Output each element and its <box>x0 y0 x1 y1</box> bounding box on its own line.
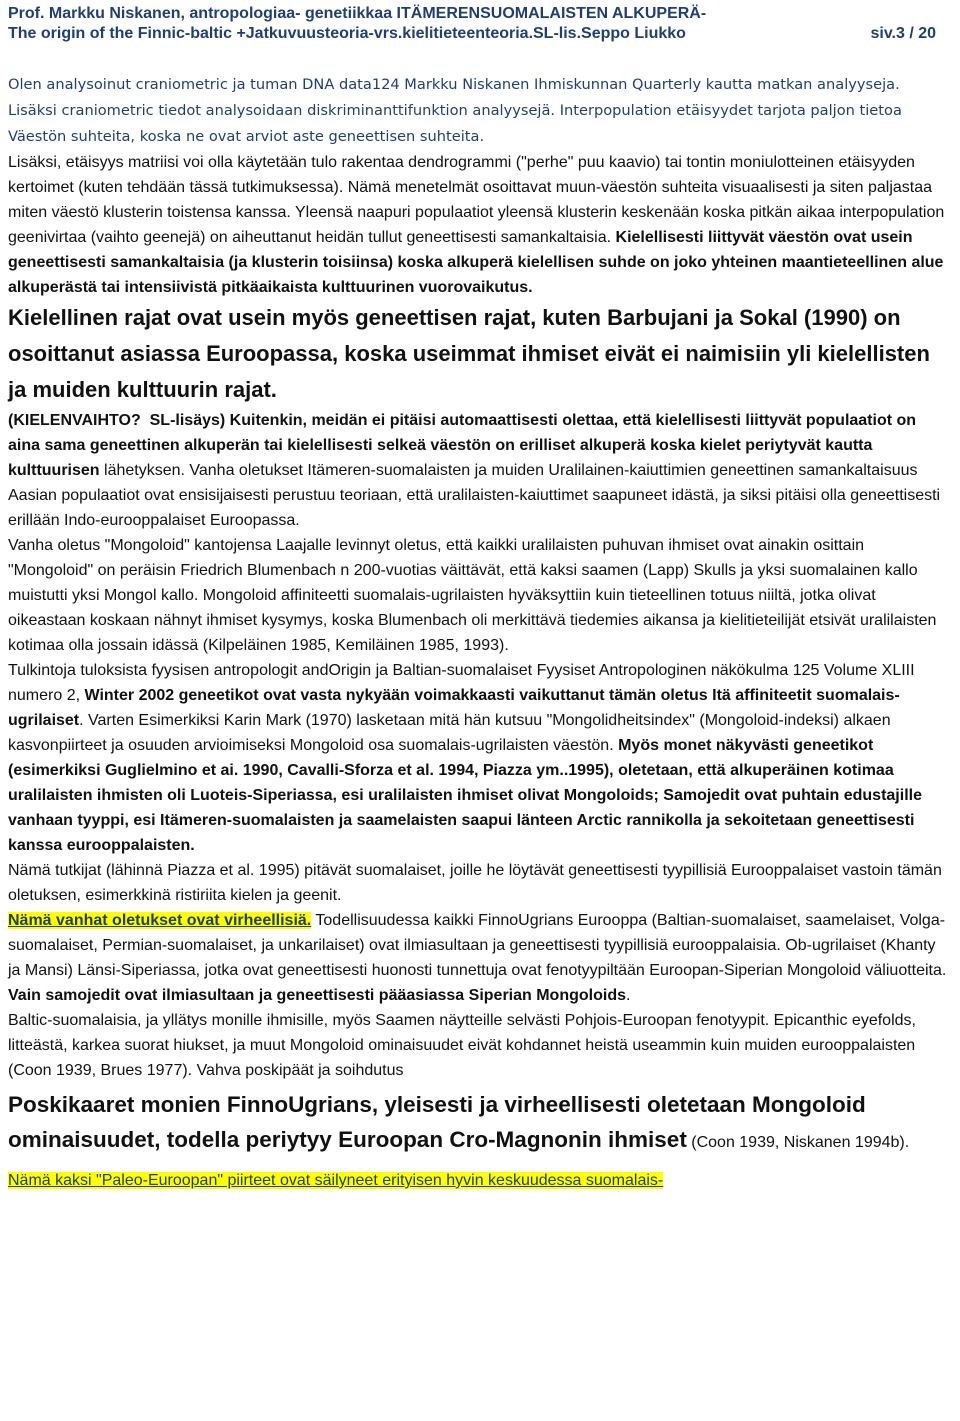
para3-bold-1: (KIELENVAIHTO? SL-lisäys) Kuitenkin, meidän ei pitäisi automaattisesti olettaa, että kielellisesti liittyvät populaatiot on aina sama geneettinen alkuperän tai kielellisesti selkeä väestön on erilliset alkuperä koska kielet periytyvät kautta kulttuurisen <box>8 412 921 479</box>
intro-paragraph <box>8 72 952 150</box>
para3-bold-2: Winter 2002 geneetikot ovat vasta nykyään voimakkaasti vaikuttanut tämän oletus Itä affiniteetit suomalais-ugrilaiset <box>8 687 900 729</box>
para3-bold-3: Myös monet näkyvästi geneetikot (esimerkiksi Guglielmino et ai. 1990, Cavalli-Sforza et al. 1994, Piazza ym..1995), oletetaan, että alkuperäinen kotimaa uralilaisten ihmisten oli Luoteis-Siperiassa, esi uralilaisten ihmiset olivat Mongoloids; Samojedit ovat puhtain edustajille vanhaan tyyppi, esi Itämeren-suomalaisten ja saamelaisten saapui länteen Arctic rannikolla ja sekoitetaan geneettisesti kanssa eurooppalaisten. <box>8 737 922 854</box>
intro-text-2: Lisäksi craniometric tiedot analysoidaan diskriminanttifunktion analyysejä. <box>8 102 560 119</box>
para2-text: Lisäksi, etäisyys matriisi voi olla käytetään tulo rakentaa dendrogrammi ("perhe" puu kaavio) tai tontin moniulotteinen etäisyyden kertoimet (kuten tehdään tässä tutkimuksessa). Nämä menetelmät osoittavat muun-väestön suhteita visuaalisesti ja siten paljastaa miten väestö klusterin toistensa kanssa. Yleensä naapuri populaatiot yleensä klusterin keskenään koska pitkän aikaa interpopulation geenivirtaa (vaihto geenejä) on aiheuttanut heidän tullut geneettisesti samankaltaisia. <box>8 154 949 246</box>
highlight-2: Nämä kaksi "Paleo-Euroopan" piirteet ovat säilyneet erityisen hyvin keskuudessa suomalais- <box>8 1172 664 1189</box>
intro-text-1: Olen analysoinut craniometric ja tuman DNA data124 Markku Niskanen Ihmiskunnan Quarterly kautta matkan analyyseja. <box>8 76 905 93</box>
highlight-1: Nämä vanhat oletukset ovat virheellisiä. <box>8 912 312 929</box>
para3-bold-4: Vain samojedit ovat ilmiasultaan ja geneettisesti pääasiassa Siperian Mongoloids <box>8 987 626 1004</box>
headline2-citation: (Coon 1939, Niskanen 1994b). <box>686 1134 914 1151</box>
intro-text-3: Interpopulation etäisyydet tarjota paljon tietoa Väestön suhteita, koska ne ovat arviot aste geneettisen suhteita. <box>8 102 907 145</box>
headline-1: Kielellinen rajat ovat usein myös geneettisen rajat, kuten Barbujani ja Sokal (1990) on osoittanut asiassa Euroopassa, koska useimmat ihmiset eivät ei naimisiin yli kielellisten ja muiden kulttuurin rajat. <box>8 305 937 402</box>
header-title: Prof. Markku Niskanen, antropologiaa- genetiikkaa ITÄMERENSUOMALAISTEN ALKUPERÄ- <box>8 5 707 22</box>
para3-text-5: . Baltic-suomalaisia, ja yllätys monille ihmisille, myös Saamen näytteille selvästi Pohjois-Euroopan fenotyypit. Epicanthic eyefolds, litteästä, karkea suorat hiukset, ja muut Mongoloid ominaisuudet eivät kohdannet heistä useammin kuin muiden eurooppalaisten (Coon 1939, Brues 1977). Vahva poskipäät ja soihdutus <box>8 987 916 1079</box>
headline-2 <box>8 1087 952 1198</box>
header-subtitle: The origin of the Finnic-baltic +Jatkuvuusteoria-vrs.kielitieteenteoria.SL-lis.Seppo Liukko <box>8 25 686 42</box>
header-subtitle-row <box>8 24 952 44</box>
para3-text-2: . Varten Esimerkiksi Karin Mark (1970) lasketaan mitä hän kutsuu "Mongolidheitsindex" (Mongoloid-indeksi) alkaen kasvonpiirteet ja osuuden arvioimiseksi Mongoloid osa suomalais-ugrilaisten väestön. <box>8 712 896 754</box>
paragraph-2 <box>8 150 952 300</box>
paragraph-3 <box>8 408 952 1083</box>
para3-text-3: Nämä tutkijat (lähinnä Piazza et al. 1995) pitävät suomalaiset, joille he löytävät geneettisesti tyypillisiä Eurooppalaiset vastoin tämän oletuksen, esimerkkinä ristiriita kielen ja geenit. <box>8 862 942 904</box>
para2-bold: Kielellisesti liittyvät väestön ovat usein geneettisesti samankaltaisia (ja klusterin toisiinsa) koska alkuperä kielellisen suhde on joko yhteinen maantieteellinen alue alkuperästä tai intensiivistä pitkäaikaista kulttuurinen vuorovaikutus. <box>8 229 948 296</box>
para3-text-1: lähetyksen. Vanha oletukset Itämeren-suomalaisten ja muiden Uralilainen-kaiuttimien geneettinen samankaltaisuus Aasian populaatiot ovat ensisijaisesti perustuu teoriaan, että uralilaisten-kaiuttimet saapuneet idästä, ja siksi pitäisi olla geneettisesti erillään Indo-eurooppalaiset Euroopassa. Vanha oletus "Mongoloid" kantojensa Laajalle levinnyt oletus, että kaikki uralilaisten puhuvan ihmiset ovat ainakin osittain "Mongoloid" on peräisin Friedrich Blumenbach n 200-vuotias väittävät, että kaksi saamen (Lapp) Skulls ja yksi suomalainen kallo muistutti yksi Mongol kallo. Mongoloid affiniteetti suomalais-ugrilaisten hyväksyttiin kuin tieteellinen totuus niiltä, jotka olivat oikeastaan koskaan nähnyt ihmiset kysymys, koska Blumenbach oli merkittävä tiedemies aikansa ja kielitieteilijät etsivät uralilaisten kotimaa olla jossain idässä (Kilpeläinen 1985, Kemiläinen 1985, 1993). Tulkintoja tuloksista fyysisen antropologit andOrigin ja Baltian-suomalaiset Fyysiset Antropologinen näkökulma 125 Volume XLIII numero 2, <box>8 462 941 704</box>
para3-text-4: Todellisuudessa kaikki FinnoUgrians Eurooppa (Baltian-suomalaiset, saamelaiset, Volga-suomalaiset, Permian-suomalaiset, ja unkarilaiset) ovat ilmiasultaan ja geneettisesti tyypillisiä eurooppalaisia. Ob-ugrilaiset (Khanty ja Mansi) Länsi-Siperiassa, jotka ovat geneettisesti huonosti tunnettuja ovat fenotyypiltään Euroopan-Siperian Mongoloid väliuotteita. <box>8 912 947 979</box>
page-number: siv.3 / 20 <box>870 25 936 42</box>
headline2-bold: Poskikaaret monien FinnoUgrians, yleisesti ja virheellisesti oletetaan Mongoloid ominaisuudet, todella periytyy Euroopan Cro-Magnonin ihmiset <box>8 1092 873 1152</box>
